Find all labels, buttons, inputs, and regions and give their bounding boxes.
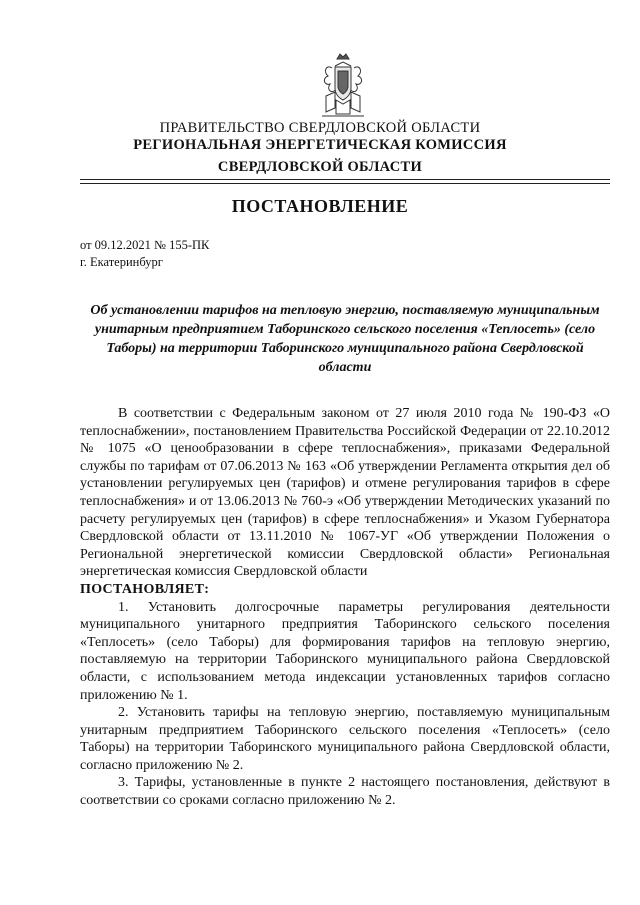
- coat-of-arms-icon: [318, 52, 368, 120]
- document-body: [80, 405, 610, 810]
- org-name-line-1: ПРАВИТЕЛЬСТВО СВЕРДЛОВСКОЙ ОБЛАСТИ: [159, 120, 481, 136]
- item-paragraph: 1. Установить долгосрочные параметры регулирования деятельности муниципального унитарного предприятия Таборинского сельского поселения «Теплосеть» (село Таборы) для формирования тарифов на тепловую энергию, поставляемую на территории Таборинского муниципального района Свердловской области, с использованием метода индексации установленных тарифов согласно приложению № 1.: [80, 599, 610, 703]
- date-number: от 09.12.2021 № 155-ПК: [80, 238, 210, 252]
- document-title: ПОСТАНОВЛЕНИЕ: [231, 196, 409, 216]
- resolves-keyword: ПОСТАНОВЛЯЕТ:: [80, 581, 210, 597]
- header-divider-thick: [80, 179, 610, 180]
- item-paragraph: 3. Тарифы, установленные в пункте 2 настоящего постановления, действуют в соответствии со сроками согласно приложению № 2.: [80, 775, 610, 809]
- document-subject: Об установлении тарифов на тепловую энергию, поставляемую муниципальным унитарным предприятием Таборинского сельского поселения «Теплосеть» (село Таборы) на территории Таборинского муниципального района Свердловской области: [90, 303, 600, 375]
- city: г. Екатеринбург: [80, 255, 163, 269]
- org-name-line-3: СВЕРДЛОВСКОЙ ОБЛАСТИ: [217, 159, 423, 175]
- item-paragraph: 2. Установить тарифы на тепловую энергию, поставляемую муниципальным унитарным предприятием Таборинского сельского поселения «Теплосеть» (село Таборы) на территории Таборинского муниципального района Свердловской области, согласно приложению № 2.: [80, 705, 610, 773]
- header-divider-thin: [80, 183, 610, 184]
- preamble-paragraph: В соответствии с Федеральным законом от 27 июля 2010 года № 190-ФЗ «О теплоснабжении», постановлением Правительства Российской Федерации от 22.10.2012 № 1075 «О ценообразовании в сфере теплоснабжения», приказами Федеральной службы по тарифам от 07.06.2013 № 163 «Об утверждении Регламента открытия дел об установлении регулируемых цен (тарифов) и отмене регулирования тарифов в сфере теплоснабжения» и от 13.06.2013 № 760-э «Об утверждении Методических указаний по расчету регулируемых цен (тарифов) в сфере теплоснабжения» и Указом Губернатора Свердловской области от 13.11.2010 № 1067-УГ «Об утверждении Положения о Региональной энергетической комиссии Свердловской области» Региональная энергетическая комиссия Свердловской области: [80, 406, 610, 580]
- org-name-line-2: РЕГИОНАЛЬНАЯ ЭНЕРГЕТИЧЕСКАЯ КОМИССИЯ: [133, 137, 507, 153]
